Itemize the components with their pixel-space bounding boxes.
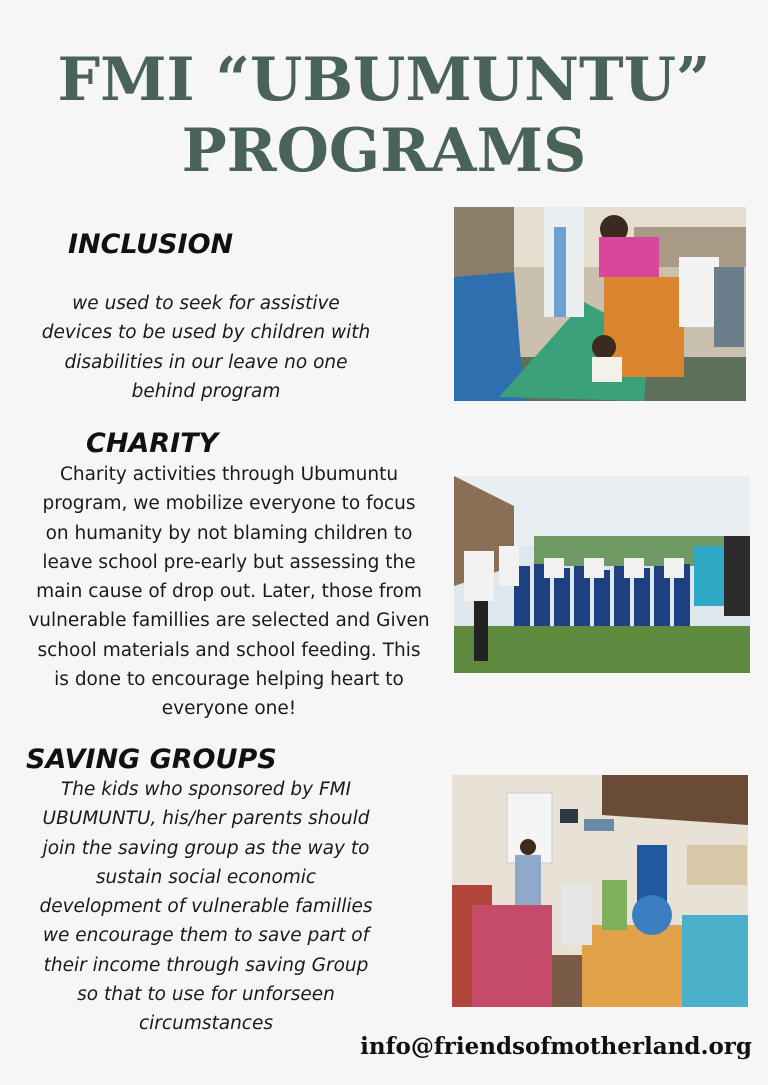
saving-groups-photo xyxy=(452,775,748,1007)
saving-groups-line: development of vulnerable famillies xyxy=(39,896,373,918)
charity-line: school materials and school feeding. This xyxy=(37,639,421,661)
charity-line: main cause of drop out. Later, those from xyxy=(36,581,422,603)
contact-email: info@friendsofmotherland.org xyxy=(360,1033,752,1060)
charity-photo-illustration xyxy=(454,476,750,673)
saving-groups-line: so that to use for unforseen xyxy=(77,984,335,1006)
charity-line: is done to encourage helping heart to xyxy=(54,669,404,691)
saving-groups-line: circumstances xyxy=(139,1013,273,1035)
saving-groups-text xyxy=(14,775,398,1039)
inclusion-line: behind program xyxy=(131,380,281,402)
charity-text xyxy=(20,460,438,724)
charity-line: on humanity by not blaming children to xyxy=(45,522,413,544)
charity-line: everyone one! xyxy=(161,698,297,720)
inclusion-heading: INCLUSION xyxy=(68,229,234,260)
charity-line: program, we mobilize everyone to focus xyxy=(42,493,416,515)
saving-groups-line: The kids who sponsored by FMI xyxy=(60,779,352,800)
charity-line: leave school pre-early but assessing the xyxy=(42,551,416,573)
saving-groups-line: their income through saving Group xyxy=(43,954,369,976)
charity-line: vulnerable famillies are selected and Given xyxy=(28,610,430,632)
page-title-line-2: PROGRAMS xyxy=(181,116,587,186)
saving-groups-heading: SAVING GROUPS xyxy=(26,744,277,775)
charity-heading: CHARITY xyxy=(86,428,219,459)
inclusion-photo xyxy=(454,207,746,401)
charity-photo xyxy=(454,476,750,673)
inclusion-line: disabilities in our leave no one xyxy=(64,351,348,373)
page-title-line-1: FMI “UBUMUNTU” xyxy=(57,45,711,115)
inclusion-line: we used to seek for assistive xyxy=(72,293,340,314)
inclusion-text xyxy=(12,289,400,406)
charity-line: Charity activities through Ubumuntu xyxy=(59,464,399,485)
inclusion-photo-illustration xyxy=(454,207,746,401)
inclusion-line: devices to be used by children with xyxy=(41,322,371,344)
saving-groups-line: we encourage them to save part of xyxy=(42,925,370,947)
saving-groups-line: sustain social economic xyxy=(95,866,317,888)
saving-groups-line: UBUMUNTU, his/her parents should xyxy=(42,808,370,830)
saving-groups-photo-illustration xyxy=(452,775,748,1007)
saving-groups-line: join the saving group as the way to xyxy=(42,837,370,859)
